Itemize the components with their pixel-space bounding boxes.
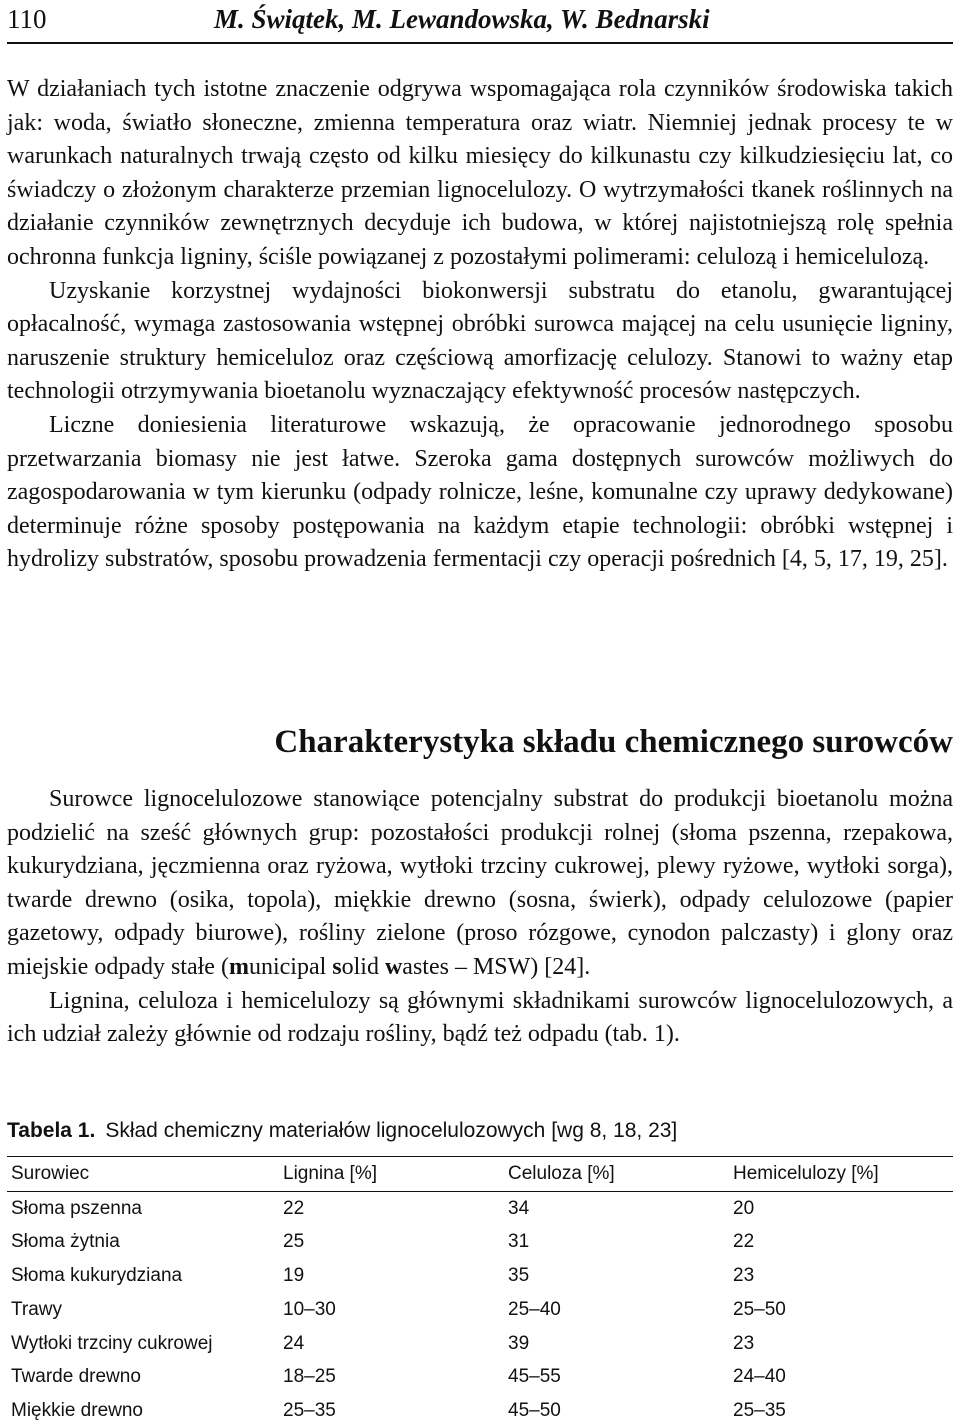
table-cell: 24–40 — [733, 1366, 786, 1388]
section-heading: Charakterystyka składu chemicznego surowców — [274, 724, 953, 760]
table-cell: 25–35 — [283, 1399, 336, 1421]
paragraph: Lignina, celuloza i hemicelulozy są głównymi składnikami surowców lignocelulozowych, a ich udział zależy głównie od rodzaju rośliny, bądź też odpadu (tab. 1). — [7, 987, 953, 1048]
table-row — [7, 1259, 953, 1293]
page-number: 110 — [7, 4, 47, 34]
table-cell: Słoma pszenna — [11, 1197, 142, 1219]
paragraph: Liczne doniesienia literaturowe wskazują, że opracowanie jednorodnego sposobu przetwarzania biomasy nie jest łatwe. Szeroka gama dostępnych surowców możliwych do zagospodarowania w tym kierunku (odpady rolnicze, leśne, komunalne czy uprawy dedykowane) determinuje różne sposoby postępowania na każdym etapie technologii: obróbki wstępnej i hydrolizy substratów, sposobu prowadzenia fermentacji czy operacji pośrednich [4, 5, 17, 19, 25]. — [7, 411, 953, 573]
column-header: Lignina [%] — [279, 1157, 504, 1192]
acronym-letter-m: m — [228, 953, 249, 980]
table-cell: 35 — [508, 1265, 530, 1287]
running-header — [7, 0, 953, 44]
acronym-letter-s: s — [332, 953, 342, 980]
table-cell: Miękkie drewno — [11, 1399, 143, 1421]
table-row — [7, 1225, 953, 1259]
table-cell: 39 — [508, 1332, 530, 1354]
column-header: Hemicelulozy [%] — [729, 1157, 953, 1192]
table-cell: Wytłoki trzciny cukrowej — [11, 1332, 213, 1354]
paragraph-text: astes – MSW) [24]. — [402, 953, 591, 980]
composition-table — [7, 1156, 953, 1428]
table-cell: 22 — [733, 1231, 755, 1253]
acronym-letter-w: w — [384, 953, 403, 980]
table-row — [7, 1394, 953, 1428]
paragraph-text: Surowce lignocelulozowe stanowiące potencjalny substrat do produkcji bioetanolu można podzielić na sześć głównych grup: pozostałości produkcji rolnej (słoma pszenna, rzepakowa, kukurydziana, jęczmienna oraz ryżowa, wytłoki trzciny cukrowej, plewy ryżowe, wytłoki sorga), twarde drewno (osika, topola), miękkie drewno (sosna, świerk), odpady celulozowe (papier gazetowy, odpady biurowe), rośliny zielone (proso rózgowe, cynodon palczasty) i glony oraz miejskie odpady stałe ( — [7, 786, 953, 980]
table-row — [7, 1293, 953, 1327]
table-caption-text: Skład chemiczny materiałów lignocelulozowych [wg 8, 18, 23] — [105, 1119, 678, 1142]
table-cell: 25 — [283, 1231, 305, 1253]
table-cell: 31 — [508, 1231, 530, 1253]
table-cell: Trawy — [11, 1298, 63, 1320]
paragraph-text: unicipal — [248, 953, 333, 980]
table-row — [7, 1191, 953, 1225]
table-cell: 25–40 — [508, 1298, 561, 1320]
paragraph — [7, 783, 953, 985]
table-cell: 23 — [733, 1332, 755, 1354]
table-cell: 23 — [733, 1265, 755, 1287]
table-cell: 10–30 — [283, 1298, 336, 1320]
table-cell: 18–25 — [283, 1366, 336, 1388]
table-cell: 25–50 — [733, 1298, 786, 1320]
table-row — [7, 1327, 953, 1361]
table-cell: Słoma kukurydziana — [11, 1265, 183, 1287]
table-row — [7, 1360, 953, 1394]
table-cell: 34 — [508, 1197, 530, 1219]
table-cell: Słoma żytnia — [11, 1231, 120, 1253]
section-body-text — [7, 783, 953, 1052]
column-header: Surowiec — [7, 1157, 279, 1192]
table-cell: 19 — [283, 1265, 305, 1287]
table-cell: 20 — [733, 1197, 755, 1219]
table-caption-label: Tabela 1. — [7, 1119, 96, 1142]
body-text-block — [7, 73, 953, 577]
table-caption — [7, 1116, 677, 1146]
table-cell: 25–35 — [733, 1399, 786, 1421]
paragraph: W działaniach tych istotne znaczenie odgrywa wspomagająca rola czynników środowiska takich jak: woda, światło słoneczne, zmienna temperatura oraz wiatr. Niemniej jednak procesy te w warunkach naturalnych trwają często od kilku miesięcy do kilkunastu czy kilkudziesięciu lat, co świadczy o złożonym charakterze przemian lignocelulozy. O wytrzymałości tkanek roślinnych na działanie czynników zewnętrznych decyduje ich budowa, w której najistotniejszą rolę spełnia ochronna funkcja ligniny, ściśle powiązanej z pozostałymi polimerami: celulozą i hemicelulozą. — [7, 76, 953, 270]
paragraph: Uzyskanie korzystnej wydajności biokonwersji substratu do etanolu, gwarantującej opłacalność, wymaga zastosowania wstępnej obróbki surowca mającej na celu usunięcie ligniny, naruszenie struktury hemiceluloz oraz częściową amorfizację celulozy. Stanowi to ważny etap technologii otrzymywania bioetanolu wyznaczający efektywność procesów następczych. — [7, 277, 953, 405]
table-cell: 24 — [283, 1332, 305, 1354]
column-header: Celuloza [%] — [504, 1157, 729, 1192]
table-cell: Twarde drewno — [11, 1366, 141, 1388]
table-header-row — [7, 1157, 953, 1192]
table-cell: 45–50 — [508, 1399, 561, 1421]
table-cell: 22 — [283, 1197, 305, 1219]
paragraph-text: olid — [341, 953, 385, 980]
table-cell: 45–55 — [508, 1366, 561, 1388]
running-header-authors: M. Świątek, M. Lewandowska, W. Bednarski — [214, 4, 710, 34]
